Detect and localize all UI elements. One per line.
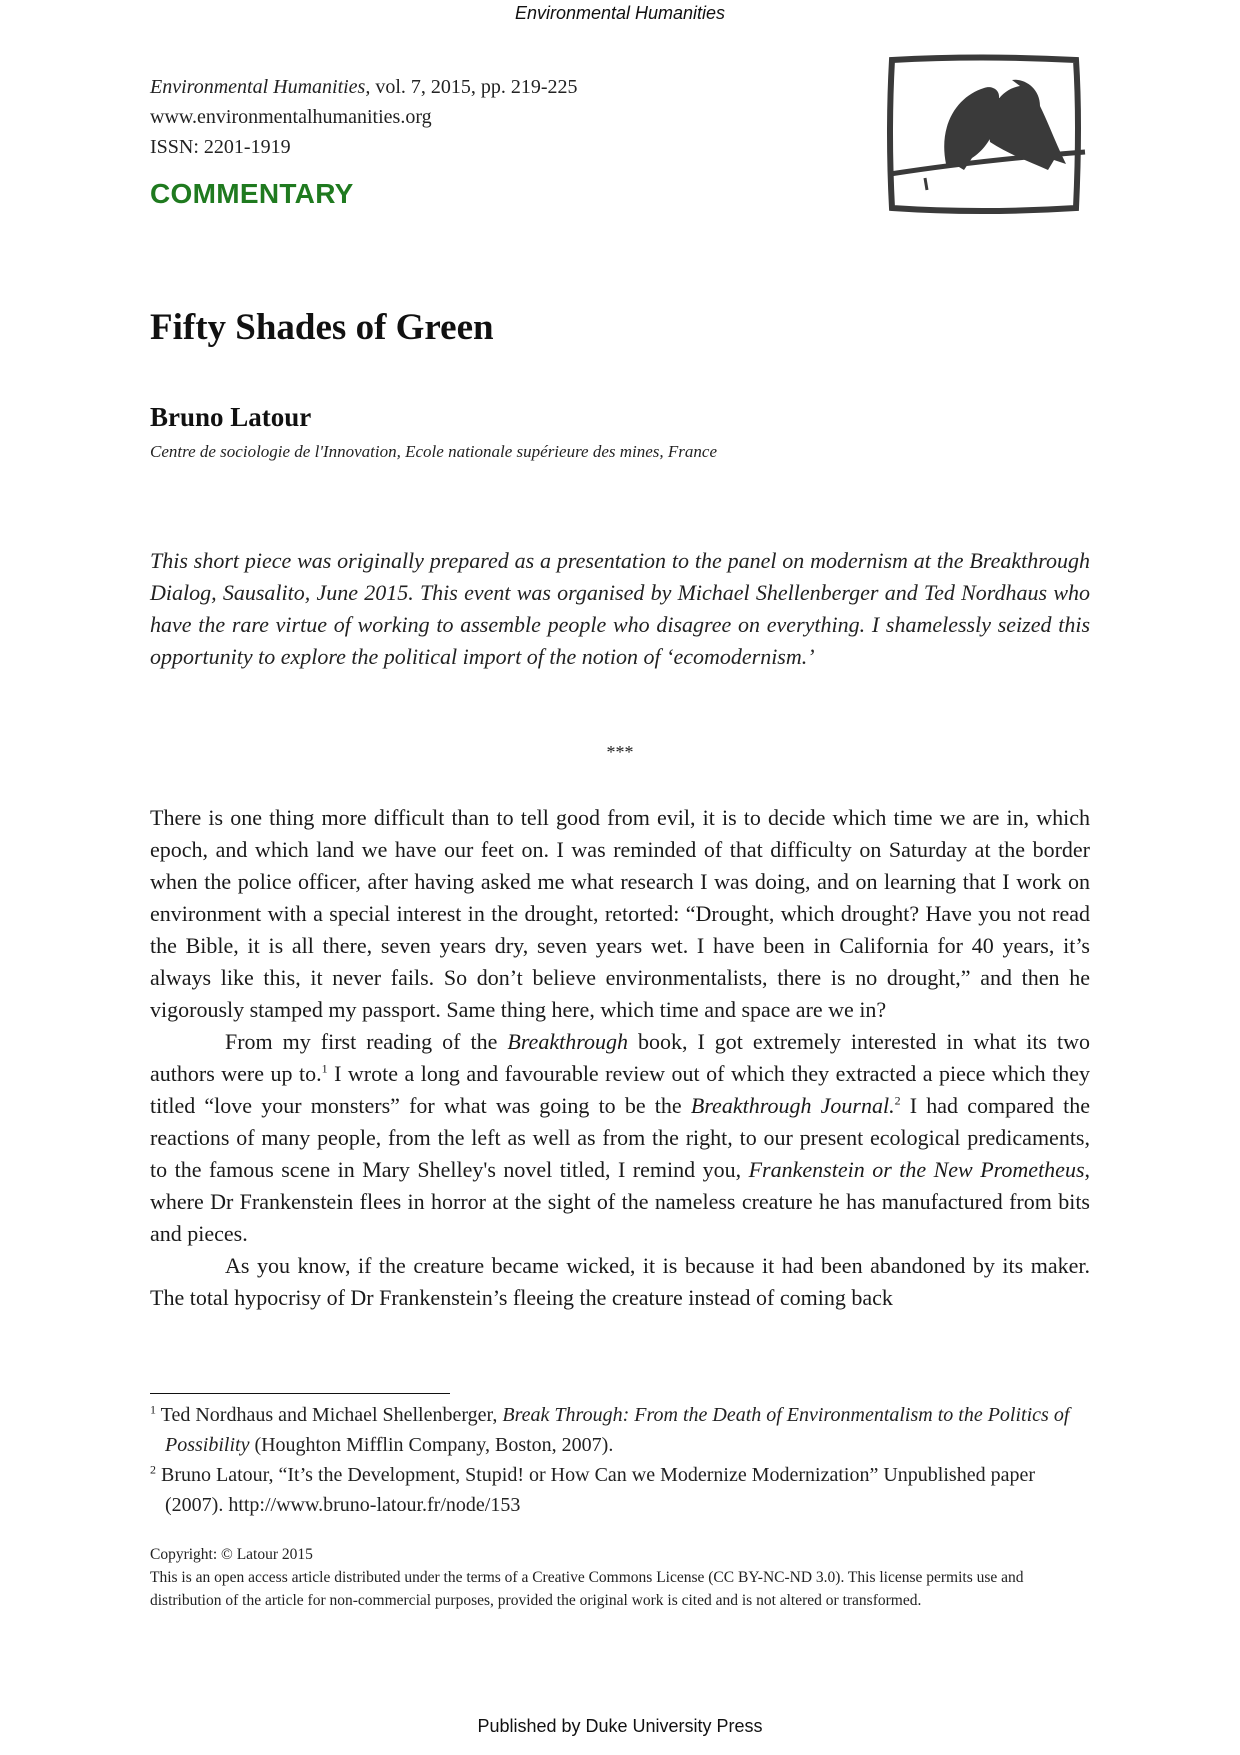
copyright-notice [150,1543,1090,1612]
paragraph-3: As you know, if the creature became wicked, it is because it had been abandoned by its maker. The total hypocrisy of Dr Frankenstein’s fleeing the creature instead of coming back [150,1253,1090,1310]
footnote-ref-1[interactable]: 1 [321,1061,328,1076]
volume-pages: vol. 7, 2015, pp. 219-225 [370,76,578,98]
footnotes [150,1400,1090,1520]
journal-website[interactable]: www.environmentalhumanities.org [150,106,432,128]
section-label: COMMENTARY [150,178,354,209]
footnote-2: $^2$ Bruno Latour, “It’s the Development, Stupid! or How Can we Modernize Modernization” Unpublished paper (2007). http://www.bruno-latour.fr/node/153 [150,1462,1035,1516]
publisher-footer: Published by Duke University Press [477,1716,763,1736]
abstract: This short piece was originally prepared as a presentation to the panel on modernism at the Breakthrough Dialog, Sausalito, June 2015. This event was organised by Michael Shellenberger and Ted Nordhaus who have the rare virtue of working to assemble people who disagree on everything. I shamelessly seized this opportunity to explore the political import of the notion of ‘ecomodernism.’ [150,548,1090,669]
footnote-ref-2[interactable]: 2 [894,1093,901,1108]
article-title: Fifty Shades of Green [150,307,494,348]
running-head: Environmental Humanities [514,3,726,23]
footnote-1: $^1$ Ted Nordhaus and Michael Shellenberger, Break Through: From the Death of Environmentalism to the Politics of Possibility (Houghton Mifflin Company, Boston, 2007). [150,1402,1070,1456]
author-affiliation: Centre de sociologie de l'Innovation, Ecole nationale supérieure des mines, France [150,442,718,461]
two-birds-on-branch-icon [880,52,1092,222]
journal-name: Environmental Humanities, [150,76,371,98]
body-text [150,802,1090,1314]
journal-meta [150,72,578,162]
license-text: This is an open access article distributed under the terms of a Creative Commons License (CC BY-NC-ND 3.0). This license permits use and distribution of the article for non-commercial purposes, provided the original work is cited and is not altered or transformed. [150,1569,1024,1609]
journal-issn: ISSN: 2201-1919 [150,136,291,158]
footnote-divider [150,1393,450,1394]
paragraph-1: There is one thing more difficult than to tell good from evil, it is to decide which time we are in, which epoch, and which land we have our feet on. I was reminded of that difficulty on Saturday at the border when the police officer, after having asked me what research I was doing, and on learning that I work on environment with a special interest in the drought, retorted: “Drought, which drought? Have you not read the Bible, it is all there, seven years dry, seven years wet. I have been in California for 40 years, it’s always like this, it never fails. So don’t believe environmentalists, there is no drought,” and then he vigorously stamped my passport. Same thing here, which time and space are we in? [150,805,1090,1022]
journal-citation [150,72,578,102]
author-name: Bruno Latour [150,402,312,432]
section-separator: *** [606,742,634,762]
paragraph-2: From my first reading of the Breakthrough book, I got extremely interested in what its two authors were up to.$^1$ I wrote a long and favourable review out of which they extracted a piece which they titled “love your monsters” for what was going to be the Breakthrough Journal.$^2$ I had compared the reactions of many people, from the left as well as from the right, to our present ecological predicaments, to the famous scene in Mary Shelley's novel titled, I remind you, Frankenstein or the New Prometheus, where Dr Frankenstein flees in horror at the sight of the nameless creature he has manufactured from bits and pieces. [150,1029,1091,1246]
copyright-line: Copyright: © Latour 2015 [150,1546,313,1563]
